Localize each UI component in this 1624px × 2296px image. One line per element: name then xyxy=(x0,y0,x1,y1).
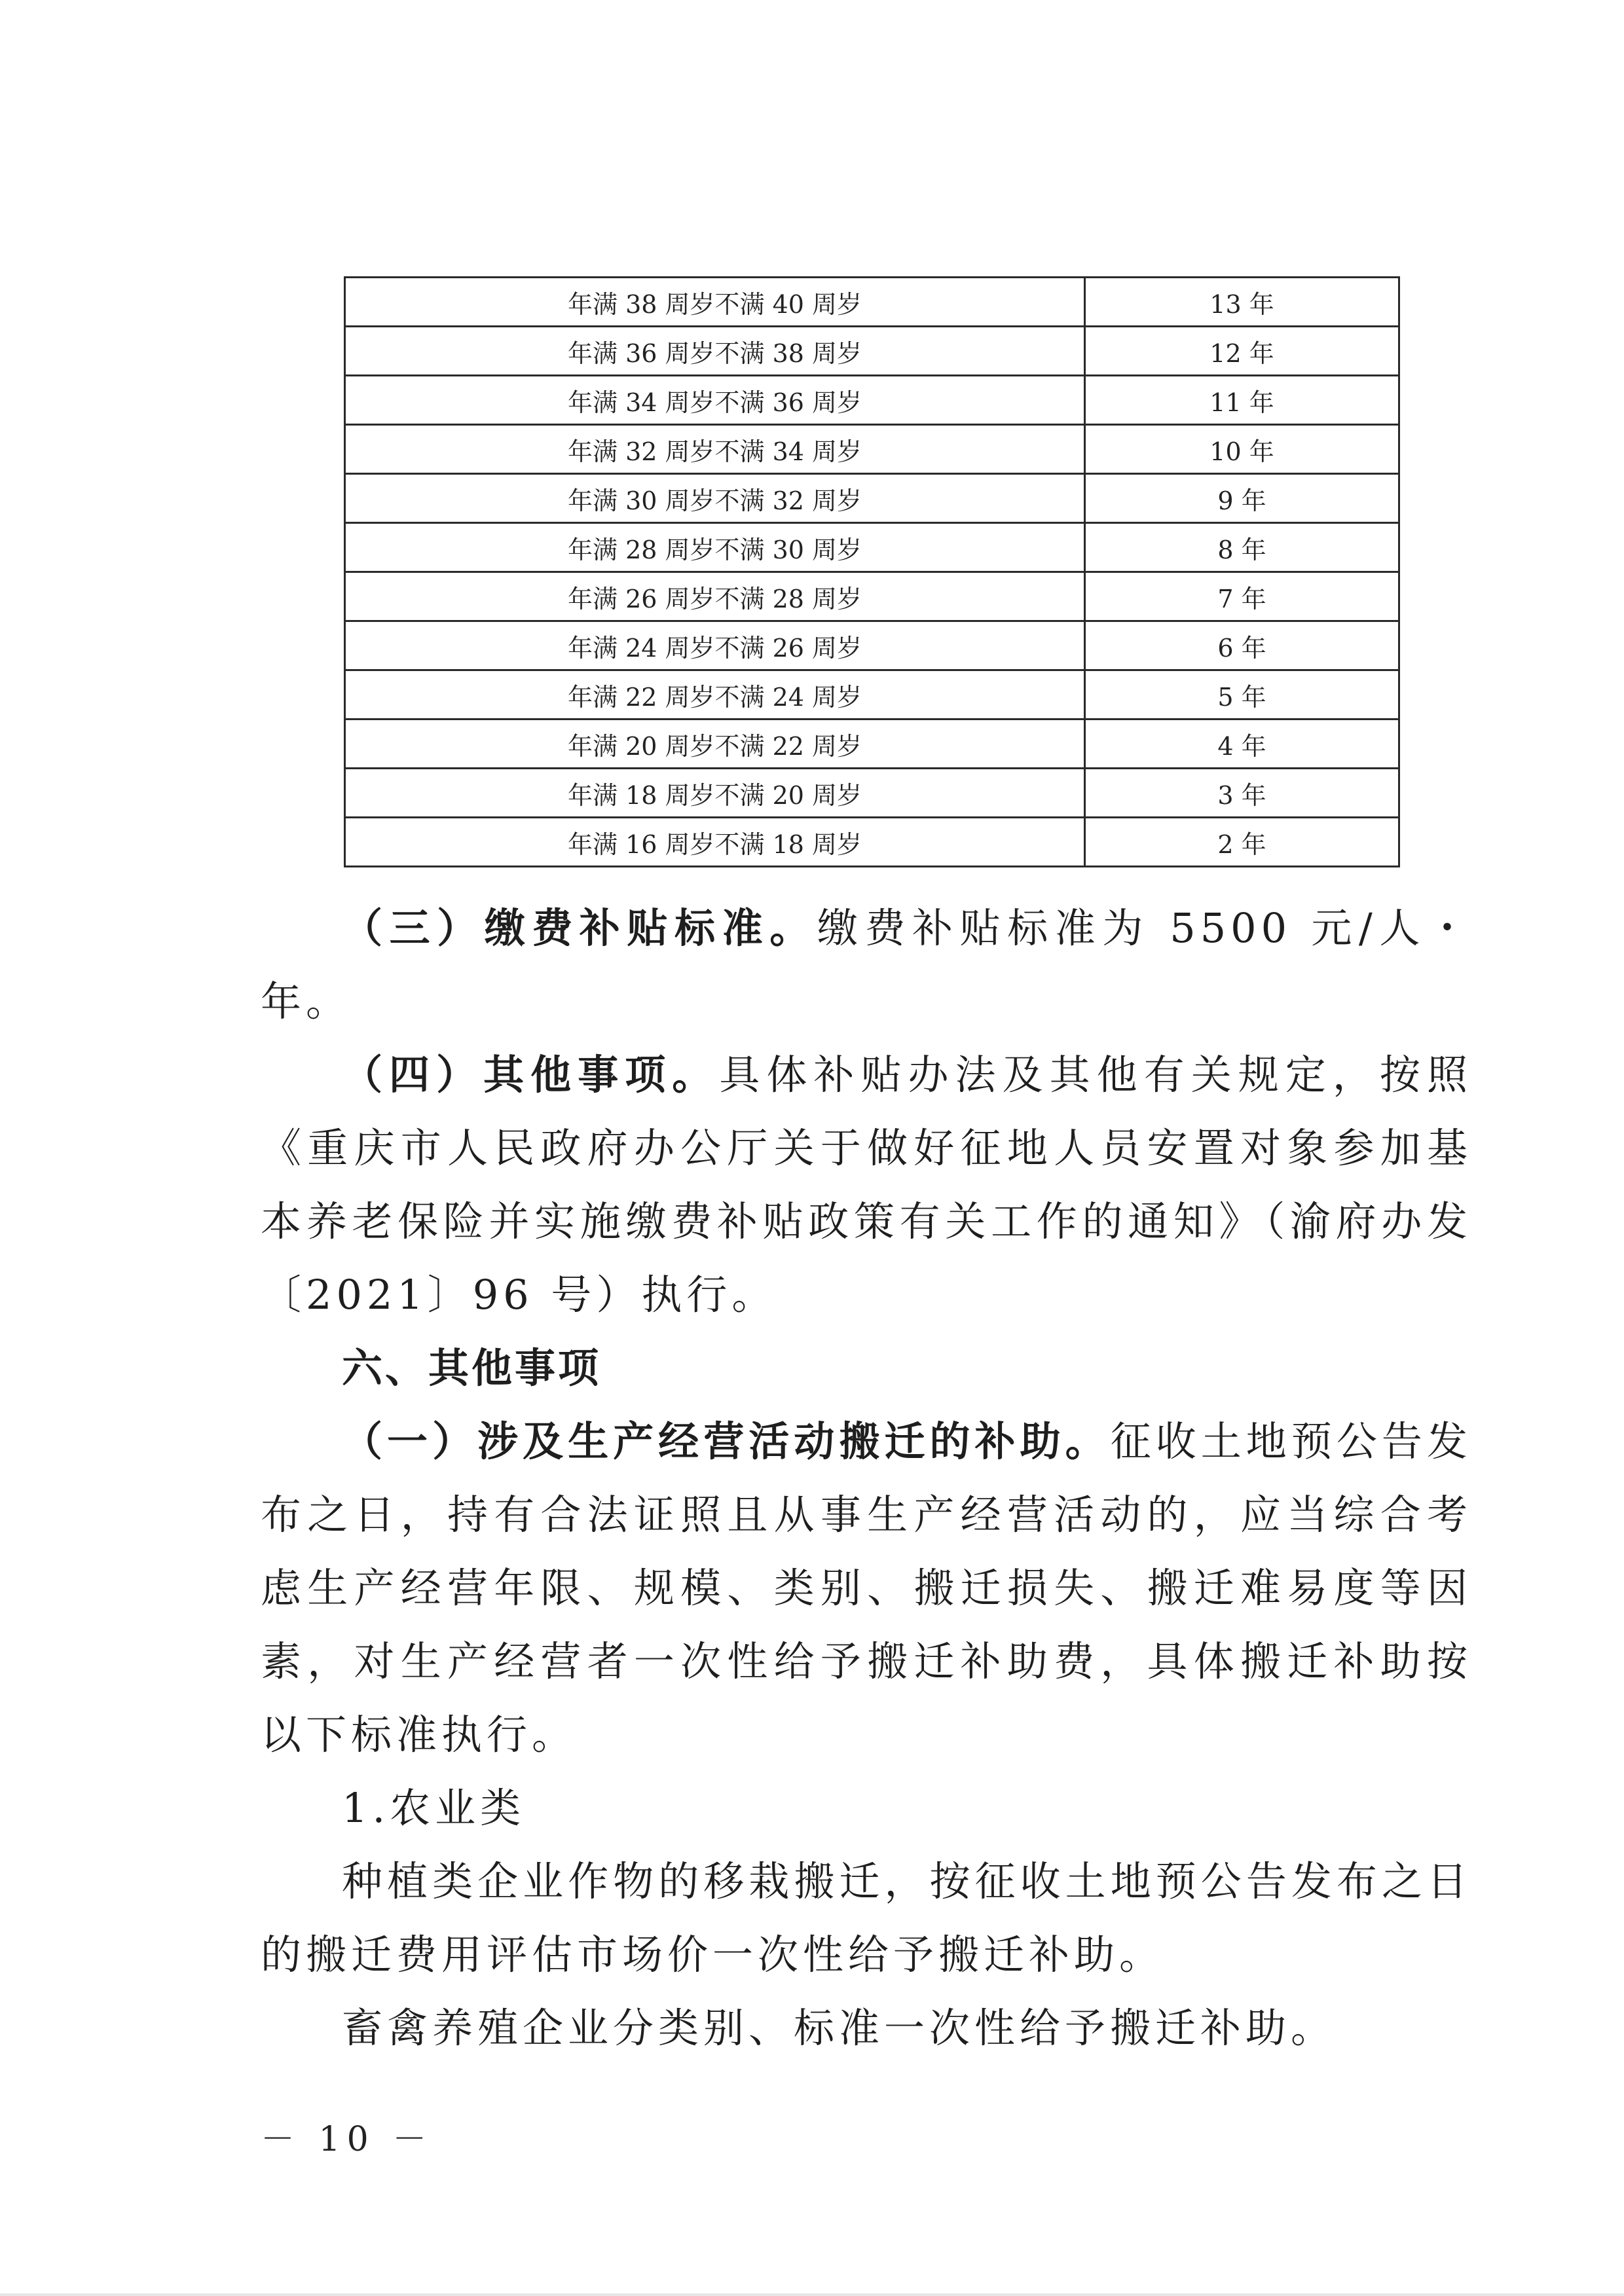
agriculture-paragraph-2: 畜禽养殖企业分类别、标准一次性给予搬迁补助。 xyxy=(342,2004,1337,2052)
table-row xyxy=(345,523,1399,572)
section-4-paragraph xyxy=(261,1038,1472,1332)
years-cell: 9 年 xyxy=(1085,474,1399,523)
years-cell: 13 年 xyxy=(1085,278,1399,327)
agriculture-paragraph-1: 种植类企业作物的移栽搬迁，按征收土地预公告发布之日的搬迁费用评估市场价一次性给予搬迁补助。 xyxy=(261,1857,1472,1978)
table-row xyxy=(345,474,1399,523)
years-cell: 3 年 xyxy=(1085,769,1399,818)
age-range-cell: 年满 20 周岁不满 22 周岁 xyxy=(345,720,1085,769)
years-cell: 5 年 xyxy=(1085,670,1399,720)
age-range-cell: 年满 28 周岁不满 30 周岁 xyxy=(345,523,1085,572)
table-row xyxy=(345,278,1399,327)
section-3-body: 缴费补贴标准为 5500 元/人・年。 xyxy=(261,904,1472,1025)
table-row xyxy=(345,769,1399,818)
agriculture-heading: 1.农业类 xyxy=(342,1784,526,1832)
section-4-body: 具体补贴办法及其他有关规定，按照《重庆市人民政府办公厅关于做好征地人员安置对象参加基本养老保险并实施缴费补贴政策有关工作的通知》（渝府办发〔2021〕96 号）执行。 xyxy=(261,1051,1472,1319)
section-3-title: （三）缴费补贴标准。 xyxy=(342,904,817,952)
years-cell: 8 年 xyxy=(1085,523,1399,572)
table-row xyxy=(345,670,1399,720)
years-cell: 10 年 xyxy=(1085,425,1399,474)
age-range-cell: 年满 30 周岁不满 32 周岁 xyxy=(345,474,1085,523)
table-row xyxy=(345,425,1399,474)
years-cell: 7 年 xyxy=(1085,572,1399,621)
age-range-cell: 年满 32 周岁不满 34 周岁 xyxy=(345,425,1085,474)
age-range-cell: 年满 22 周岁不满 24 周岁 xyxy=(345,670,1085,720)
section-6-1-paragraph xyxy=(261,1405,1472,1772)
page-number: － 10 － xyxy=(261,2120,434,2159)
section-6-1-body: 征收土地预公告发布之日，持有合法证照且从事生产经营活动的，应当综合考虑生产经营年限、规模、类别、搬迁损失、搬迁难易度等因素，对生产经营者一次性给予搬迁补助费，具体搬迁补助按以下标准执行。 xyxy=(261,1417,1472,1758)
section-4-title: （四）其他事项。 xyxy=(342,1051,720,1099)
years-cell: 4 年 xyxy=(1085,720,1399,769)
years-cell: 6 年 xyxy=(1085,621,1399,670)
age-range-cell: 年满 34 周岁不满 36 周岁 xyxy=(345,376,1085,425)
age-range-cell: 年满 26 周岁不满 28 周岁 xyxy=(345,572,1085,621)
section-6-heading: 六、其他事项 xyxy=(342,1344,602,1392)
years-cell: 11 年 xyxy=(1085,376,1399,425)
years-cell: 12 年 xyxy=(1085,327,1399,376)
table-row xyxy=(345,327,1399,376)
table-row xyxy=(345,572,1399,621)
age-range-cell: 年满 24 周岁不满 26 周岁 xyxy=(345,621,1085,670)
years-cell: 2 年 xyxy=(1085,818,1399,867)
age-range-cell: 年满 18 周岁不满 20 周岁 xyxy=(345,769,1085,818)
section-6-1-title: （一）涉及生产经营活动搬迁的补助。 xyxy=(342,1417,1111,1465)
age-range-cell: 年满 36 周岁不满 38 周岁 xyxy=(345,327,1085,376)
age-range-cell: 年满 16 周岁不满 18 周岁 xyxy=(345,818,1085,867)
table-row xyxy=(345,818,1399,867)
table-row xyxy=(345,376,1399,425)
body-text xyxy=(261,892,1472,2065)
page-bottom-edge xyxy=(0,2293,1624,2296)
age-range-cell: 年满 38 周岁不满 40 周岁 xyxy=(345,278,1085,327)
age-years-table xyxy=(344,276,1400,867)
table-row xyxy=(345,720,1399,769)
section-3-paragraph xyxy=(261,892,1472,1038)
table-row xyxy=(345,621,1399,670)
